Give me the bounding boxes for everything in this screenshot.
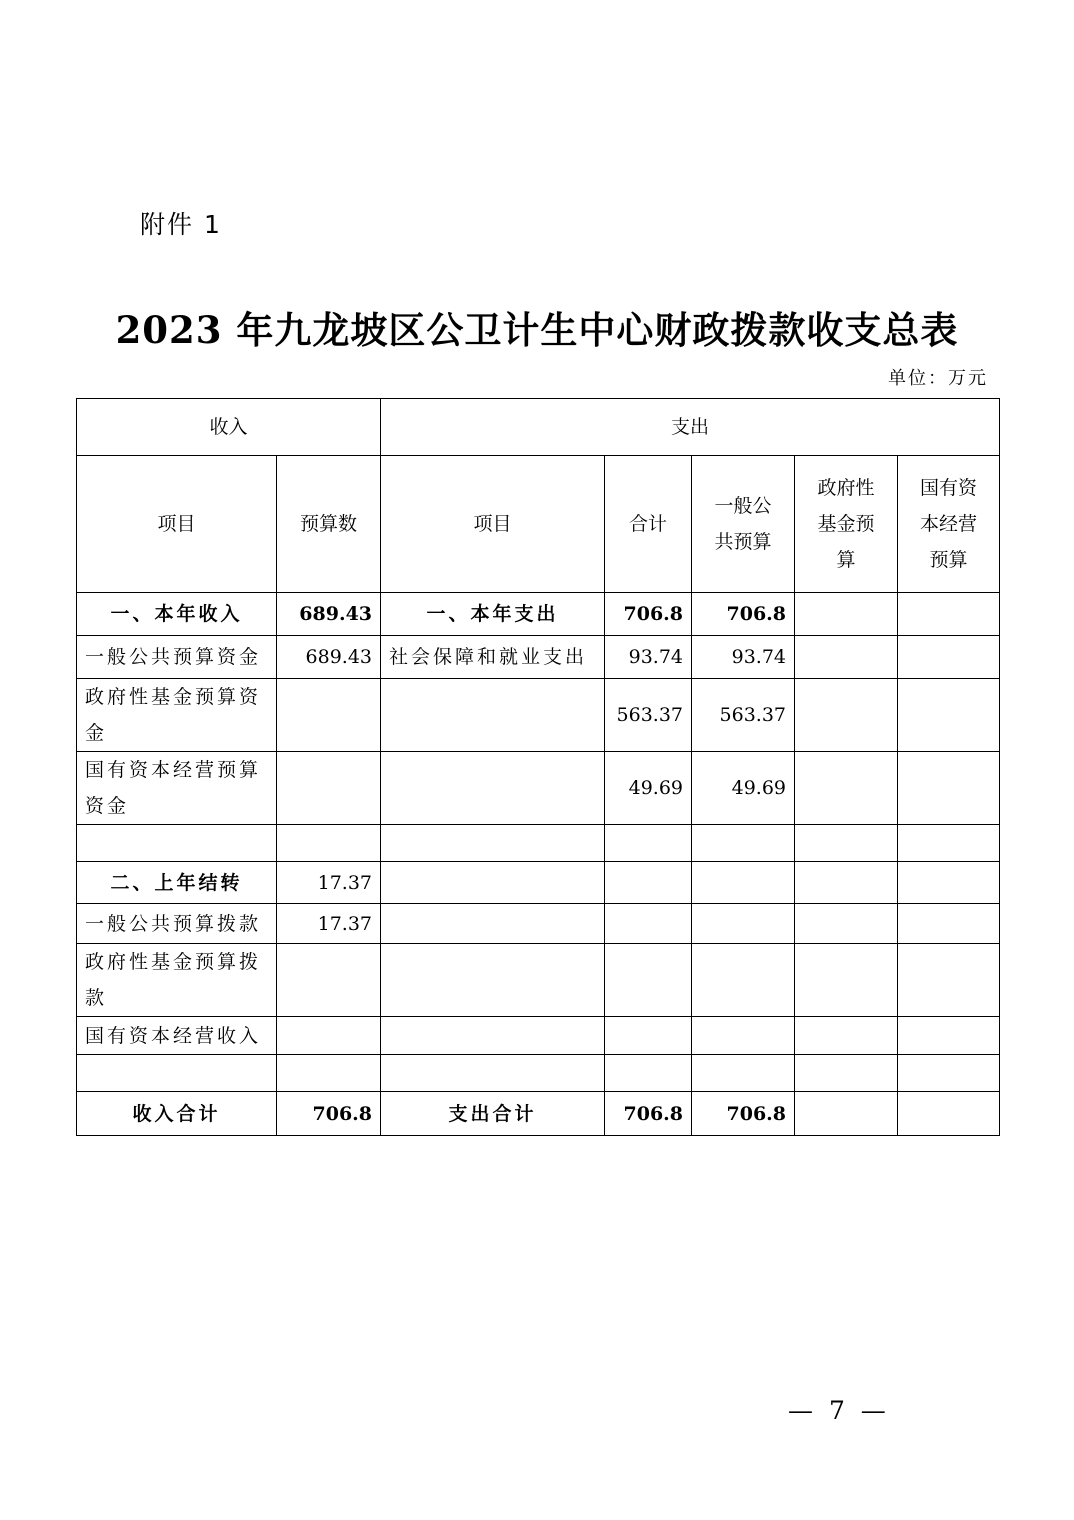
row-expense-item	[381, 944, 605, 1017]
row-income-item: 一、本年收入	[77, 593, 277, 636]
header-expense-item: 项目	[381, 456, 605, 593]
income-section-header: 收入	[77, 399, 381, 456]
row-income-item: 国有资本经营预算资金	[77, 752, 277, 825]
row-income-item: 二、上年结转	[77, 862, 277, 904]
table-row	[77, 1055, 1000, 1092]
header-income-budget: 预算数	[277, 456, 381, 593]
row-total: 49.69	[605, 752, 692, 825]
row-fund	[795, 825, 898, 862]
row-total: 93.74	[605, 636, 692, 679]
row-income-item: 一般公共预算拨款	[77, 904, 277, 944]
row-state	[898, 593, 1000, 636]
row-state	[898, 904, 1000, 944]
row-income-item: 一般公共预算资金	[77, 636, 277, 679]
row-state	[898, 752, 1000, 825]
row-expense-item	[381, 1055, 605, 1092]
row-expense-item: 支出合计	[381, 1092, 605, 1136]
row-fund	[795, 1092, 898, 1136]
table-row	[77, 1017, 1000, 1055]
row-income-budget: 689.43	[277, 636, 381, 679]
expense-section-header: 支出	[381, 399, 1000, 456]
row-income-budget	[277, 1017, 381, 1055]
row-income-item: 政府性基金预算资金	[77, 679, 277, 752]
row-total	[605, 1055, 692, 1092]
row-total: 706.8	[605, 1092, 692, 1136]
row-income-budget	[277, 752, 381, 825]
table-row	[77, 944, 1000, 1017]
row-income-budget	[277, 679, 381, 752]
table-row	[77, 679, 1000, 752]
row-income-budget: 17.37	[277, 862, 381, 904]
row-fund	[795, 1055, 898, 1092]
row-state	[898, 1055, 1000, 1092]
row-total	[605, 904, 692, 944]
table-row	[77, 593, 1000, 636]
row-state	[898, 944, 1000, 1017]
budget-summary-table	[76, 398, 1000, 1136]
row-fund	[795, 944, 898, 1017]
row-general: 49.69	[692, 752, 795, 825]
row-general	[692, 904, 795, 944]
row-fund	[795, 593, 898, 636]
row-total: 563.37	[605, 679, 692, 752]
row-total: 706.8	[605, 593, 692, 636]
row-income-budget	[277, 944, 381, 1017]
row-fund	[795, 1017, 898, 1055]
row-state	[898, 1017, 1000, 1055]
column-header-row	[77, 456, 1000, 593]
row-general	[692, 1055, 795, 1092]
header-general-budget: 一般公 共预算	[692, 456, 795, 593]
table-row	[77, 1092, 1000, 1136]
header-fund-budget: 政府性 基金预 算	[795, 456, 898, 593]
row-expense-item	[381, 1017, 605, 1055]
row-general: 563.37	[692, 679, 795, 752]
row-expense-item: 社会保障和就业支出	[381, 636, 605, 679]
row-expense-item	[381, 679, 605, 752]
row-expense-item	[381, 752, 605, 825]
row-general: 93.74	[692, 636, 795, 679]
row-expense-item: 一、本年支出	[381, 593, 605, 636]
table-row	[77, 862, 1000, 904]
row-income-item	[77, 1055, 277, 1092]
row-general	[692, 1017, 795, 1055]
row-expense-item	[381, 904, 605, 944]
row-income-item: 政府性基金预算拨款	[77, 944, 277, 1017]
unit-label: 单位：万元	[888, 368, 988, 389]
header-total: 合计	[605, 456, 692, 593]
row-fund	[795, 904, 898, 944]
attachment-label: 附件 1	[140, 210, 222, 239]
row-expense-item	[381, 862, 605, 904]
row-general: 706.8	[692, 1092, 795, 1136]
row-general	[692, 825, 795, 862]
table-row	[77, 825, 1000, 862]
row-fund	[795, 862, 898, 904]
page-number: — 7 —	[788, 1396, 890, 1425]
row-total	[605, 944, 692, 1017]
row-state	[898, 1092, 1000, 1136]
row-income-budget	[277, 1055, 381, 1092]
table-row	[77, 752, 1000, 825]
header-income-item: 项目	[77, 456, 277, 593]
row-income-item	[77, 825, 277, 862]
header-state-capital-budget: 国有资 本经营 预算	[898, 456, 1000, 593]
row-general	[692, 862, 795, 904]
row-income-item: 收入合计	[77, 1092, 277, 1136]
row-income-item: 国有资本经营收入	[77, 1017, 277, 1055]
row-state	[898, 825, 1000, 862]
document-title: 2023 年九龙坡区公卫计生中心财政拨款收支总表	[115, 308, 959, 352]
row-income-budget	[277, 825, 381, 862]
row-general	[692, 944, 795, 1017]
table-row	[77, 636, 1000, 679]
row-fund	[795, 636, 898, 679]
section-header-row	[77, 399, 1000, 456]
row-state	[898, 679, 1000, 752]
row-state	[898, 862, 1000, 904]
row-total	[605, 825, 692, 862]
row-total	[605, 862, 692, 904]
row-fund	[795, 752, 898, 825]
row-income-budget: 689.43	[277, 593, 381, 636]
row-income-budget: 706.8	[277, 1092, 381, 1136]
table-row	[77, 904, 1000, 944]
row-fund	[795, 679, 898, 752]
row-general: 706.8	[692, 593, 795, 636]
row-total	[605, 1017, 692, 1055]
row-income-budget: 17.37	[277, 904, 381, 944]
row-expense-item	[381, 825, 605, 862]
row-state	[898, 636, 1000, 679]
